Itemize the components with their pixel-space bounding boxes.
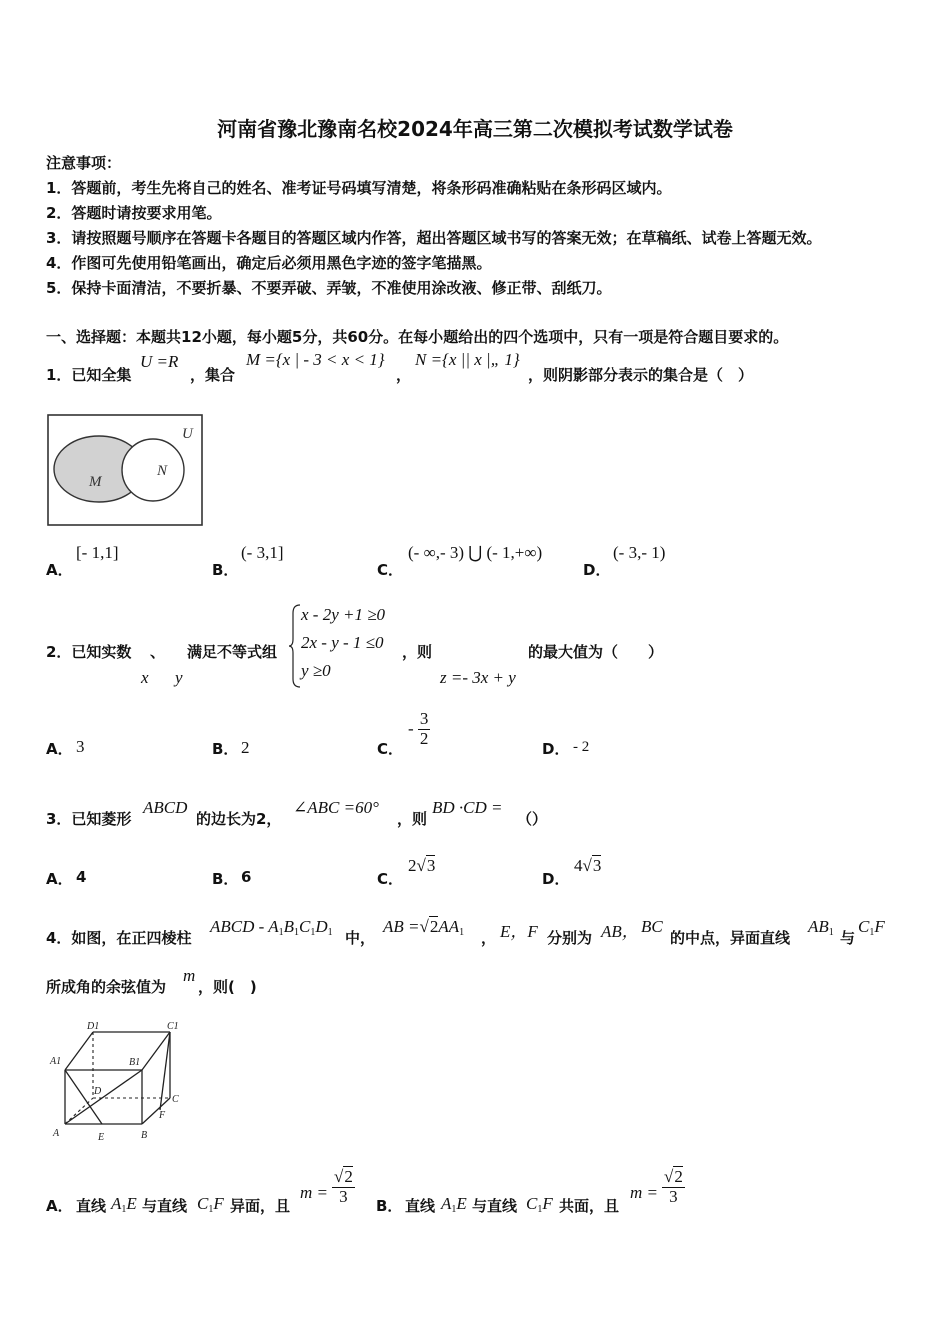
q2-var-x: x [141,668,149,687]
q4-line-ab1: $AB_1$ [808,917,834,938]
q3-stem-pre: 3．已知菱形 [46,810,132,828]
q3-angle: ∠ABC =60° [293,798,379,817]
q2-objective: z =- 3x + y [440,668,516,687]
q3-option-a-value: 4 [76,868,87,886]
q2-option-d-label: D． [542,740,570,758]
q3-option-c-coef: 2 [408,856,417,875]
q4-stem-mid3: 分别为 [547,929,593,947]
q1-option-b-value: (- 3,1] [241,543,284,562]
notice-item-1: 1．答题前，考生先将自己的姓名、准考证号码填写清楚，将条形码准确粘贴在条形码区域内。 [46,179,672,197]
q2-option-c-numerator: 3 [419,709,429,728]
q2-option-c-sign: - [408,719,414,739]
q4-option-b-t1: 直线 [405,1197,436,1215]
q2-option-c-label: C． [377,740,404,758]
q1-comma: ， [396,366,412,384]
q1-option-d-value: (- 3,- 1) [613,543,666,562]
q2-system-brace [288,603,302,689]
notice-item-5: 5．保持卡面清洁，不要折暴、不要弄破、弄皱，不准使用涂改液、修正带、刮纸刀。 [46,279,612,297]
q1-option-a-value: [- 1,1] [76,543,119,562]
q3-option-d-value: 4√3 [574,856,602,875]
q3-option-d-radicand: 3 [592,856,602,875]
q2-ineq-1: x - 2y +1 ≥0 [301,605,386,624]
q4-option-a-denominator: 3 [339,1186,348,1206]
page-title: 河南省豫北豫南名校2024年高三第二次模拟考试数学试卷 [217,117,733,141]
q4-option-a-line1: $A_1E$ [111,1194,137,1215]
q3-option-c-radicand: 3 [426,856,436,875]
q4-option-b-line1: $A_1E$ [441,1194,467,1215]
q3-dot-product: BD ·CD = [432,798,503,817]
q4-option-b-t3: 共面，且 [559,1197,620,1215]
q4-option-a-frac: $\frac{√2}{3}$ [334,1167,353,1206]
q4-edge-relation: AB $=√2AA_1$ [383,917,465,938]
q3-rhombus: ABCD [143,798,188,817]
venn-label-n: N [157,463,168,479]
q3-option-c-value: 2√3 [408,856,436,875]
q2-option-b-value: 2 [241,738,250,757]
q4-option-a-t2: 与直线 [142,1197,188,1215]
section-heading: 一、选择题：本题共12小题，每小题5分，共60分。在每小题给出的四个选项中，只有一项是符合题目要求的。 [46,328,789,346]
cube-label-c1: C1 [167,1021,179,1032]
q2-inequality-system [301,601,385,685]
q1-option-c-label: C． [377,561,404,579]
q4-stem-mid5: 与 [840,929,856,947]
q4-points-ef: E，F [500,922,538,941]
q4-prism: ABCD - $A_1B_1C_1D_1$ [210,917,333,938]
q4-line2-pre: 所成角的余弦值为 [46,978,167,996]
cube-label-d: D [94,1086,102,1097]
q2-option-b-label: B． [212,740,239,758]
q3-then: ，则 [397,810,428,828]
q1-set-n: N ={x || x |„ 1} [415,350,520,369]
notice-item-2: 2．答题时请按要求用笔。 [46,204,222,222]
q4-line2-post: ，则( ) [198,978,257,996]
q1-option-a-label: A． [46,561,73,579]
q2-option-c-denominator: 2 [419,728,429,748]
q4-option-a-t1: 直线 [76,1197,107,1215]
q4-option-b-t2: 与直线 [472,1197,518,1215]
q4-option-b-meq: m = [630,1183,658,1202]
prism-figure [45,1018,195,1148]
q4-segment-bc: BC [641,917,663,936]
q4-option-b-numerator: 2 [674,1167,683,1186]
q4-line-c1f: $C_1F$ [858,917,885,938]
q4-var-m: m [183,966,196,985]
q2-ineq-2: 2x - y - 1 ≤0 [301,633,384,652]
q2-stem-post: 的最大值为（ ） [528,643,664,661]
q4-option-a-t3: 异面，且 [230,1197,291,1215]
q3-option-c-label: C． [377,870,404,888]
cube-label-b: B [141,1130,148,1141]
q2-stem-pre: 2．已知实数 [46,643,132,661]
q2-option-a-label: A． [46,740,73,758]
q2-var-y: y [175,668,183,687]
q3-option-b-value: 6 [241,868,252,886]
q2-then: ，则 [402,643,433,661]
q1-stem-pre: 1．已知全集 [46,366,132,384]
q3-option-b-label: B． [212,870,239,888]
q1-option-b-label: B． [212,561,239,579]
q3-stem-post: （） [517,810,548,828]
q4-option-a-line2: $C_1F$ [197,1194,224,1215]
cube-label-e: E [98,1132,105,1143]
venn-label-m: M [89,474,102,490]
q3-option-a-label: A． [46,870,73,888]
q4-option-b-line2: $C_1F$ [526,1194,553,1215]
q4-option-b-denominator: 3 [669,1186,678,1206]
q1-option-c-value: (- ∞,- 3) ⋃ (- 1,+∞) [408,543,543,562]
q4-option-a-meq: m = [300,1183,328,1202]
q1-stem-mid: ，集合 [190,366,236,384]
q2-sep: 、 [150,643,166,661]
notice-heading: 注意事项： [46,154,122,172]
q4-option-b-label: B． [376,1197,403,1215]
cube-label-f: F [159,1110,166,1121]
q1-stem-post: ，则阴影部分表示的集合是（ ） [528,366,754,384]
cube-label-a: A [53,1128,60,1139]
q2-option-a-value: 3 [76,737,85,756]
q4-option-b-frac: $\frac{√2}{3}$ [664,1167,683,1206]
q4-stem-mid1: 中， [345,929,376,947]
q3-option-d-label: D． [542,870,570,888]
q1-option-d-label: D． [583,561,611,579]
q4-stem-mid4: 的中点，异面直线 [670,929,791,947]
q4-option-a-label: A． [46,1197,73,1215]
venn-diagram [45,412,205,528]
q2-ineq-3: y ≥0 [301,661,331,680]
q4-stem-mid2: ， [481,929,497,947]
q4-stem-pre: 4．如图，在正四棱柱 [46,929,192,947]
cube-label-a1: A1 [50,1056,62,1067]
q4-option-a-numerator: 2 [344,1167,353,1186]
venn-set-n [122,439,184,501]
q2-option-c-value [408,710,430,748]
q1-set-m: M ={x | - 3 < x < 1} [246,350,385,369]
venn-label-u: U [182,426,193,442]
q3-option-d-coef: 4 [574,856,583,875]
q2-stem-mid: 满足不等式组 [187,643,278,661]
q4-segment-ab: AB， [601,922,639,941]
cube-label-c: C [172,1094,179,1105]
q2-option-d-value: - 2 [573,739,590,755]
q3-stem-mid: 的边长为2， [196,810,282,828]
notice-item-3: 3．请按照题号顺序在答题卡各题目的答题区域内作答，超出答题区域书写的答案无效；在草稿纸、试卷上答题无效。 [46,229,822,247]
cube-label-b1: B1 [129,1057,141,1068]
notice-item-4: 4．作图可先使用铅笔画出，确定后必须用黑色字迹的签字笔描黑。 [46,254,492,272]
cube-label-d1: D1 [87,1021,100,1032]
q1-universal-set: U =R [140,352,179,371]
